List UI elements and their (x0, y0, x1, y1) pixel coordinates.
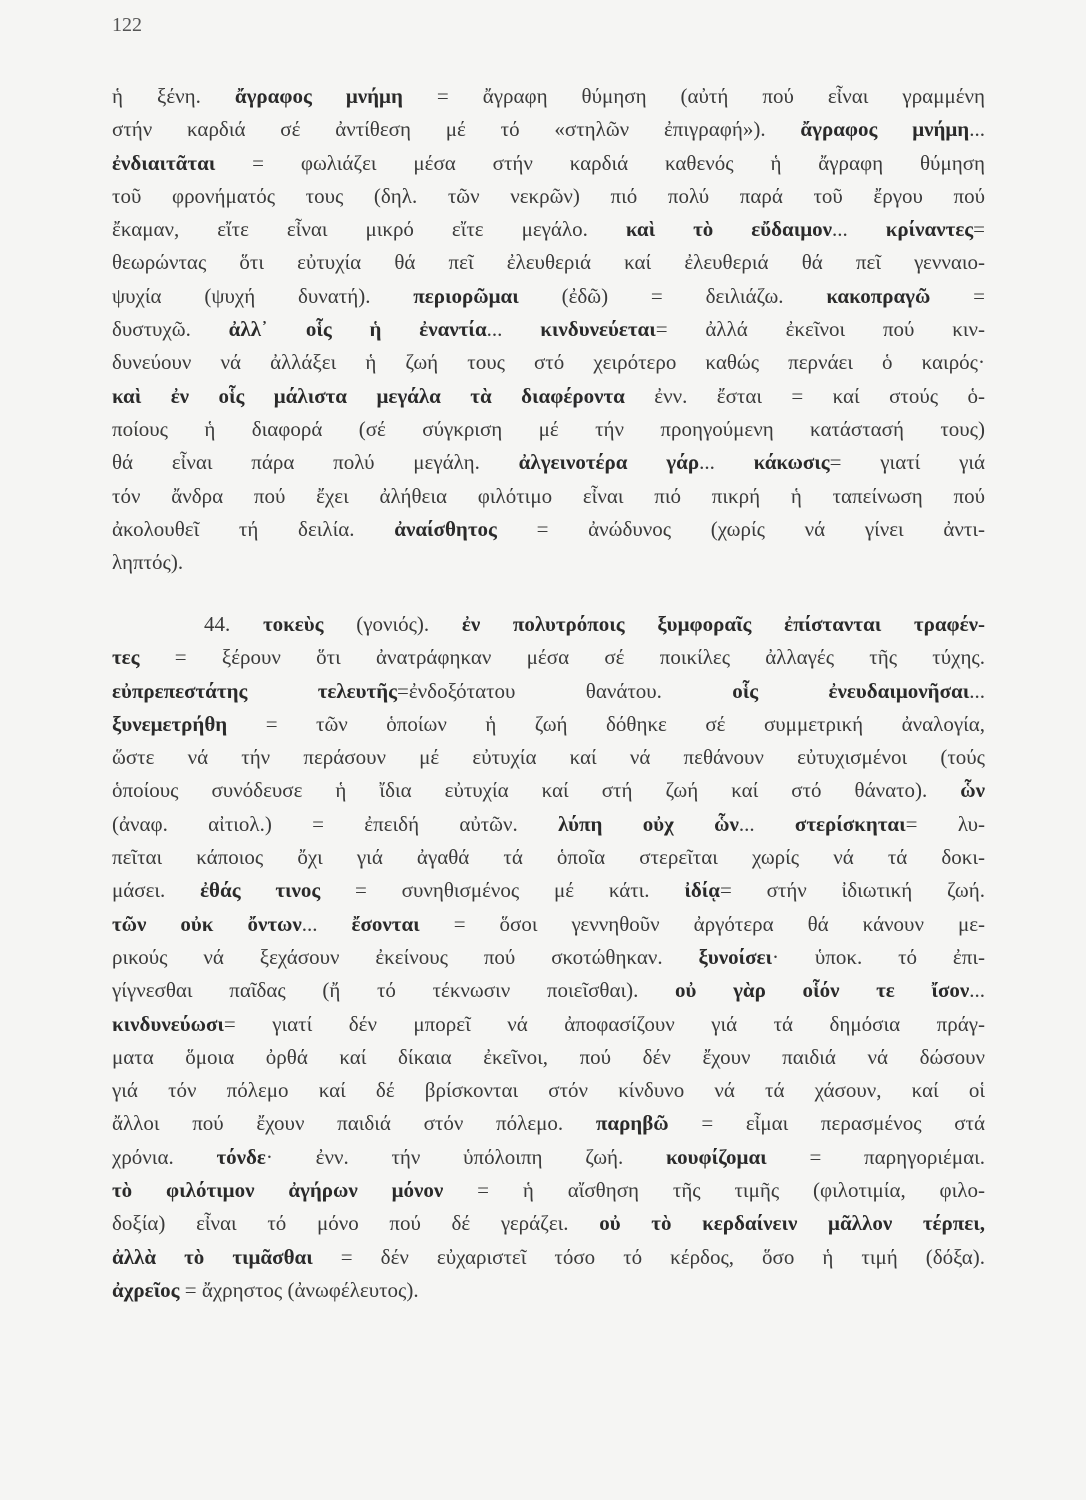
gloss-text: = ἀνώδυνος (χωρίς νά γίνει ἀντι- (496, 516, 985, 541)
text-line (112, 974, 985, 1007)
gloss-text: (γονιός). (323, 612, 462, 636)
text-line (112, 147, 985, 180)
gloss-text: 44. (204, 612, 263, 636)
gloss-text: = ἀλλά ἐκεῖνοι πού κιν- (655, 317, 986, 342)
text-line (112, 1141, 985, 1174)
lemma-term: κρίναντες (885, 217, 974, 242)
gloss-text: = (973, 217, 985, 242)
gloss-text: ... (832, 217, 886, 242)
gloss-text: ληπτός). (112, 550, 184, 575)
gloss-text: ... (486, 317, 541, 342)
lemma-term: ἔσονται (351, 911, 420, 936)
lemma-term: ἐνδιαιτᾶται (112, 150, 216, 175)
text-line (112, 480, 985, 513)
lemma-term: ἀχρεῖος (112, 1277, 180, 1302)
gloss-text: ... (699, 450, 754, 475)
gloss-text: πεῖται κάποιος ὄχι γιά ἀγαθά τά ὁποῖα στερεῖται χωρίς νά τά δοκι- (112, 845, 985, 870)
text-line (112, 80, 985, 113)
gloss-text: μάσει. (112, 878, 201, 903)
text-line (112, 380, 985, 413)
gloss-text: = ὅσοι γεννηθοῦν ἀργότερα θά κάνουν με- (419, 911, 986, 936)
page-number: 122 (112, 14, 142, 36)
text-line (112, 741, 985, 774)
text-line (112, 874, 985, 907)
lemma-term: καὶ ἐν οἷς μάλιστα μεγάλα τὰ διαφέροντα (112, 383, 625, 408)
text-line (112, 513, 985, 546)
lemma-term: λύπη οὐχ ὧν (558, 811, 739, 836)
gloss-text: = ξέρουν ὅτι ἀνατράφηκαν μέσα σέ ποικίλες ἀλλαγές τῆς τύχης. (139, 645, 985, 670)
gloss-text: = δέν εὐχαριστεῖ τόσο τό κέρδος, ὅσο ἡ τιμή (δόξα). (312, 1244, 986, 1269)
text-line (112, 675, 985, 708)
gloss-text: = στήν ἰδιωτική ζωή. (719, 878, 985, 903)
gloss-text: · ἐνν. τήν ὑπόλοιπη ζωή. (265, 1144, 667, 1169)
gloss-text: ... (969, 678, 985, 703)
gloss-text: ρικούς νά ξεχάσουν ἐκείνους πού σκοτώθηκαν. (112, 944, 699, 969)
gloss-text: ματα ὅμοια ὀρθά καί δίκαια ἐκεῖνοι, πού δέν ἔχουν παιδιά νά δώσουν (112, 1044, 985, 1069)
lemma-term: ἄγραφος μνήμη (234, 84, 403, 108)
gloss-text: = λυ- (905, 811, 986, 836)
gloss-text: ἄλλοι πού ἔχουν παιδιά στόν πόλεμο. (112, 1111, 596, 1136)
text-line (112, 180, 985, 213)
gloss-text: δυνεύουν νά ἀλλάξει ἡ ζωή τους στό χειρότερο καθώς περνάει ὁ καιρός· (112, 350, 985, 375)
lemma-term: στερίσκηται (794, 811, 906, 836)
text-line (112, 641, 985, 674)
gloss-text: ψυχία (ψυχή δυνατή). (112, 283, 414, 308)
gloss-text: ὥστε νά τήν περάσουν μέ εὐτυχία καί νά πεθάνουν εὐτυχισμένοι (τούς (112, 745, 985, 770)
text-line (112, 1174, 985, 1207)
gloss-text: θά εἶναι πάρα πολύ μεγάλη. (112, 450, 519, 475)
text-line (112, 608, 985, 641)
gloss-text: γίγνεσθαι παῖδας (ἤ τό τέκνωσιν ποιεῖσθαι). (112, 978, 676, 1003)
text-line (112, 1107, 985, 1140)
gloss-text: στήν καρδιά σέ ἀντίθεση μέ τό «στηλῶν ἐπιγραφή»). (112, 117, 801, 142)
gloss-text: = τῶν ὁποίων ἡ ζωή δόθηκε σέ συμμετρική ἀναλογία, (227, 711, 985, 736)
text-line (112, 1207, 985, 1240)
text-line (112, 841, 985, 874)
text-line (112, 1074, 985, 1107)
gloss-text: = φωλιάζει μέσα στήν καρδιά καθενός ἡ ἄγραφη θύμηση (215, 150, 985, 175)
text-line (112, 908, 985, 941)
lemma-term: ἐθάς τινος (200, 878, 321, 903)
lemma-term: κουφίζομαι (666, 1144, 767, 1169)
paragraph-commentary-44 (112, 608, 985, 1307)
text-line (112, 346, 985, 379)
lemma-term: ἰδίᾳ (684, 878, 720, 903)
text-line (112, 313, 985, 346)
lemma-term: ξυνοίσει (698, 944, 773, 969)
lemma-term: τες (112, 645, 140, 670)
lemma-term: ἐν πολυτρόποις ξυμφοραῖς ἐπίστανται τραφέν- (461, 612, 985, 636)
gloss-text: ὁποίους συνόδευσε ἡ ἴδια εὐτυχία καί στή ζωή καί στό θάνατο). (112, 778, 961, 803)
lemma-term: τοκεὺς (262, 612, 324, 636)
gloss-text: (ἀναφ. αἰτιολ.) = ἐπειδή αὐτῶν. (112, 811, 559, 836)
gloss-text: γιά τόν πόλεμο καί δέ βρίσκονται στόν κίνδυνο νά τά χάσουν, καί οἱ (112, 1078, 985, 1103)
gloss-text: = ἄχρηστος (ἀνωφέλευτος). (179, 1277, 419, 1302)
gloss-text: = εἶμαι περασμένος στά (668, 1111, 985, 1136)
text-line (112, 1274, 985, 1307)
gloss-text: χρόνια. (112, 1144, 217, 1169)
text-line (112, 246, 985, 279)
gloss-text: ἀκολουθεῖ τή δειλία. (112, 516, 395, 541)
gloss-text: ἔκαμαν, εἴτε εἶναι μικρό εἴτε μεγάλο. (112, 217, 626, 242)
gloss-text: =ἐνδοξότατου θανάτου. (397, 678, 733, 703)
gloss-text: ἐνν. ἔσται = καί στούς ὁ- (624, 383, 985, 408)
text-line (112, 1241, 985, 1274)
gloss-text: ... (738, 811, 795, 836)
text-line (112, 1008, 985, 1041)
gloss-text: ἡ ξένη. (112, 84, 235, 108)
lemma-term: ἀλλ᾽ οἷς ἡ ἐναντία (228, 317, 487, 342)
gloss-text: (ἐδῶ) = δειλιάζω. (518, 283, 827, 308)
lemma-term: περιορῶμαι (413, 283, 519, 308)
lemma-term: ἄγραφος μνήμη (800, 117, 970, 142)
gloss-text: = γιατί δέν μπορεῖ νά ἀποφασίζουν γιά τά δημόσια πράγ- (223, 1011, 985, 1036)
text-line (112, 774, 985, 807)
lemma-term: οὐ γὰρ οἷόν τε ἴσον (675, 978, 970, 1003)
lemma-term: ξυνεμετρήθη (112, 711, 228, 736)
text-line (112, 708, 985, 741)
lemma-term: καὶ τὸ εὔδαιμον (625, 217, 833, 242)
gloss-text: = ἄγραφη θύμηση (αὐτή πού εἶναι γραμμένη (402, 84, 986, 108)
lemma-term: οὐ τὸ κερδαίνειν μᾶλλον τέρπει, (599, 1211, 985, 1236)
lemma-term: οἷς ἐνευδαιμονῆσαι (732, 678, 970, 703)
gloss-text: ... (969, 978, 985, 1003)
text-line (112, 413, 985, 446)
lemma-term: ἀναίσθητος (394, 516, 497, 541)
lemma-term: παρηβῶ (595, 1111, 669, 1136)
text-line (112, 446, 985, 479)
gloss-text: = συνηθισμένος μέ κάτι. (320, 878, 685, 903)
gloss-text: ποίους ἡ διαφορά (σέ σύγκριση μέ τήν προηγούμενη κατάστασή τους) (112, 416, 985, 441)
text-line (112, 213, 985, 246)
lemma-term: τόνδε (216, 1144, 266, 1169)
lemma-term: τῶν οὐκ ὄντων (112, 911, 302, 936)
gloss-text: δοξία) εἶναι τό μόνο πού δέ γεράζει. (112, 1211, 600, 1236)
paragraph-commentary-43 (112, 80, 985, 579)
text-line (112, 546, 985, 579)
lemma-term: κακοπραγῶ (826, 283, 931, 308)
gloss-text: = γιατί γιά (829, 450, 986, 475)
lemma-term: ὧν (960, 778, 985, 803)
gloss-text: τόν ἄνδρα πού ἔχει ἀλήθεια φιλότιμο εἶναι πιό πικρή ἡ ταπείνωση πού (112, 483, 985, 508)
lemma-term: εὐπρεπεστάτης τελευτῆς (112, 678, 398, 703)
lemma-term: κάκωσις (753, 450, 830, 475)
gloss-text: τοῦ φρονήματός τους (δηλ. τῶν νεκρῶν) πιό πολύ παρά τοῦ ἔργου πού (112, 183, 985, 208)
gloss-text: = παρηγοριέμαι. (766, 1144, 985, 1169)
text-line (112, 1041, 985, 1074)
text-line (112, 113, 985, 146)
gloss-text: = ἡ αἴσθηση τῆς τιμῆς (φιλοτιμία, φιλο- (443, 1178, 985, 1203)
gloss-text: = (930, 283, 986, 308)
lemma-term: ἀλγεινοτέρα γάρ (518, 450, 700, 475)
gloss-text: ... (969, 117, 985, 142)
text-line (112, 941, 985, 974)
gloss-text: δυστυχῶ. (112, 317, 229, 342)
lemma-term: κινδυνεύωσι (112, 1011, 224, 1036)
text-line (112, 280, 985, 313)
gloss-text: ... (301, 911, 352, 936)
gloss-text: θεωρώντας ὅτι εὐτυχία θά πεῖ ἐλευθεριά καί ἐλευθεριά θά πεῖ γενναιο- (112, 250, 985, 275)
lemma-term: τὸ φιλότιμον ἀγήρων μόνον (112, 1178, 444, 1203)
lemma-term: κινδυνεύεται (540, 317, 656, 342)
gloss-text: · ὑποκ. τό ἐπι- (772, 944, 986, 969)
text-line (112, 808, 985, 841)
lemma-term: ἀλλὰ τὸ τιμᾶσθαι (112, 1244, 313, 1269)
